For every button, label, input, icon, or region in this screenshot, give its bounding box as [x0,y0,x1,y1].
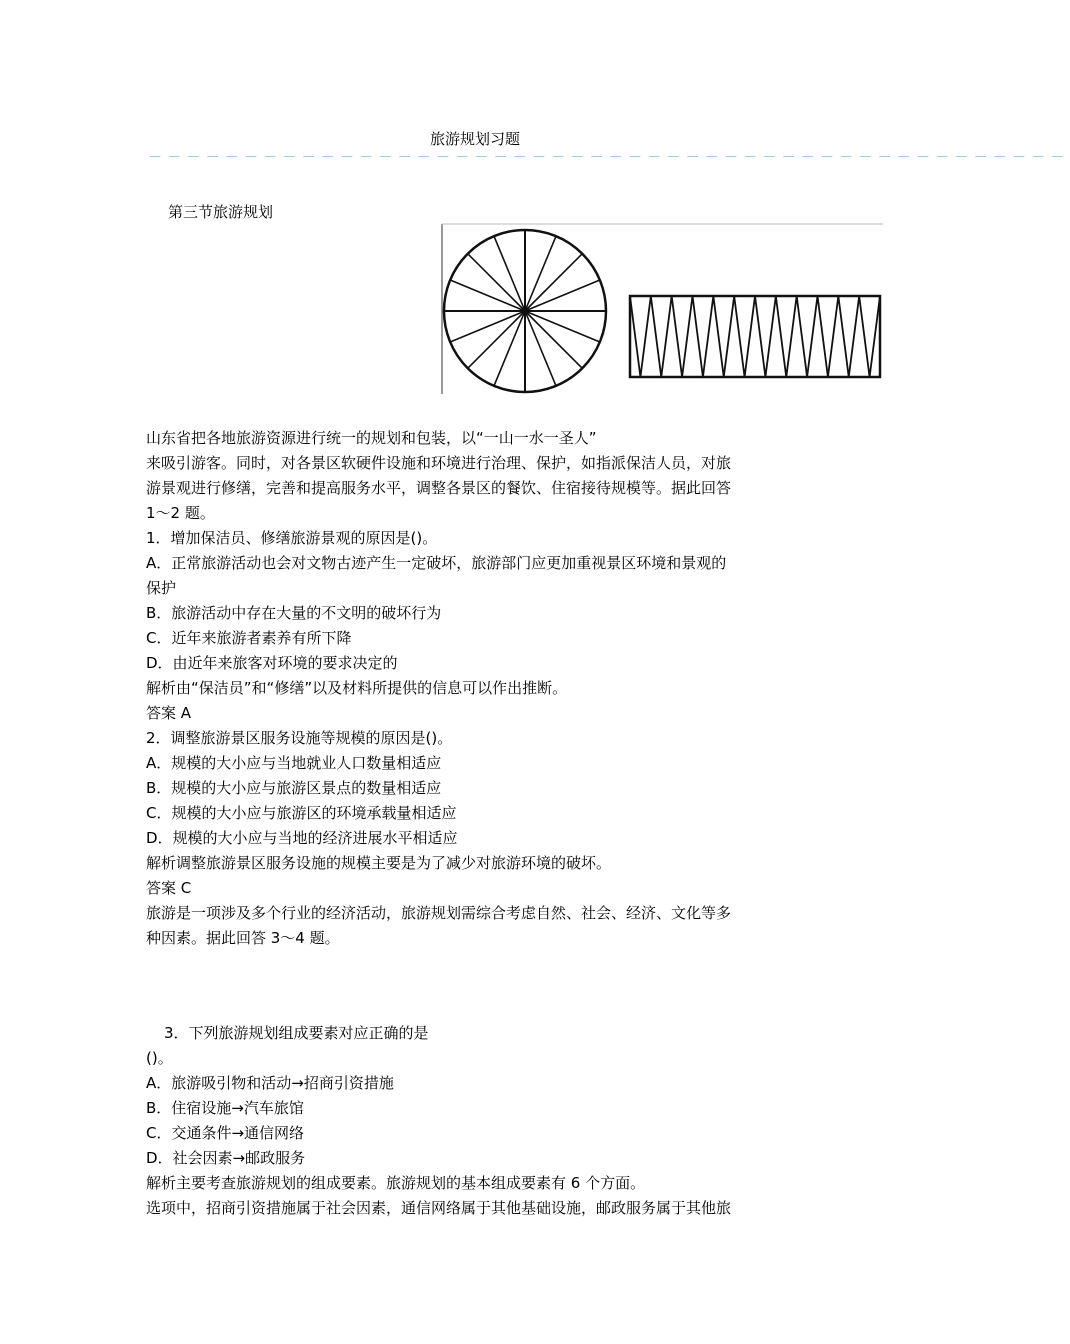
text-line: 选项中，招商引资措施属于社会因素，通信网络属于其他基础设施，邮政服务属于其他旅 [146,1199,732,1217]
document-title: 旅游规划习题 [429,130,520,148]
option-a: A．旅游吸引物和活动→招商引资措施 [146,1074,394,1092]
option-b: B．规模的大小应与旅游区景点的数量相适应 [146,779,442,797]
option-c: C．交通条件→通信网络 [146,1124,305,1142]
wheel-and-zigzag-figure [440,224,885,396]
text-line: ()。 [146,1049,173,1067]
wheel-spoke [468,311,525,368]
option-d: D．社会因素→邮政服务 [146,1149,306,1167]
wheel-spoke [525,311,582,368]
option-b: B．旅游活动中存在大量的不文明的破坏行为 [146,604,442,622]
option-a: A．规模的大小应与当地就业人口数量相适应 [146,754,442,772]
section-heading: 第三节旅游规划 [168,203,274,221]
title-divider: －－－－－－－－－－－－－－－－－－－－－－－－－－－－－－－－－－－－－－－－－－－－－－－－ [148,150,1070,166]
analysis: 解析调整旅游景区服务设施的规模主要是为了减少对旅游环境的破坏。 [146,854,612,872]
zigzag-band [630,296,880,377]
option-c: C．近年来旅游者素养有所下降 [146,629,352,647]
question-1: 1．增加保洁员、修缮旅游景观的原因是()。 [146,529,438,547]
question-3: 3．下列旅游规划组成要素对应正确的是 [164,1024,429,1042]
text-line: 1～2 题。 [146,504,215,522]
answer: 答案 A [146,704,192,722]
option-b: B．住宿设施→汽车旅馆 [146,1099,304,1117]
zigzag-line [630,296,880,377]
option-d: D．规模的大小应与当地的经济进展水平相适应 [146,829,458,847]
question-block-2 [146,1021,810,1221]
question-block-1 [146,426,810,951]
spoked-wheel [444,230,606,392]
text-line: 种因素。据此回答 3～4 题。 [146,929,340,947]
question-2: 2．调整旅游景区服务设施等规模的原因是()。 [146,729,453,747]
text-line: 旅游是一项涉及多个行业的经济活动，旅游规划需综合考虑自然、社会、经济、文化等多 [146,904,732,922]
option-d: D．由近年来旅客对环境的要求决定的 [146,654,398,672]
answer: 答案 C [146,879,192,897]
text-line: 来吸引游客。同时，对各景区软硬件设施和环境进行治理、保护，如指派保洁人员，对旅 [146,454,732,472]
option-a: A．正常旅游活动也会对文物古迹产生一定破坏，旅游部门应更加重视景区环境和景观的 [146,554,727,572]
text-line: 山东省把各地旅游资源进行统一的规划和包装，以“一山一水一圣人” [146,429,597,447]
text-line: 保护 [146,579,177,597]
analysis: 解析由“保洁员”和“修缮”以及材料所提供的信息可以作出推断。 [146,679,568,697]
analysis: 解析主要考查旅游规划的组成要素。旅游规划的基本组成要素有 6 个方面。 [146,1174,646,1192]
wheel-spoke [468,254,525,311]
zigzag-frame [630,296,880,377]
text-line: 游景观进行修缮，完善和提高服务水平，调整各景区的餐饮、住宿接待规模等。据此回答 [146,479,732,497]
option-c: C．规模的大小应与旅游区的环境承载量相适应 [146,804,457,822]
wheel-spoke [525,254,582,311]
